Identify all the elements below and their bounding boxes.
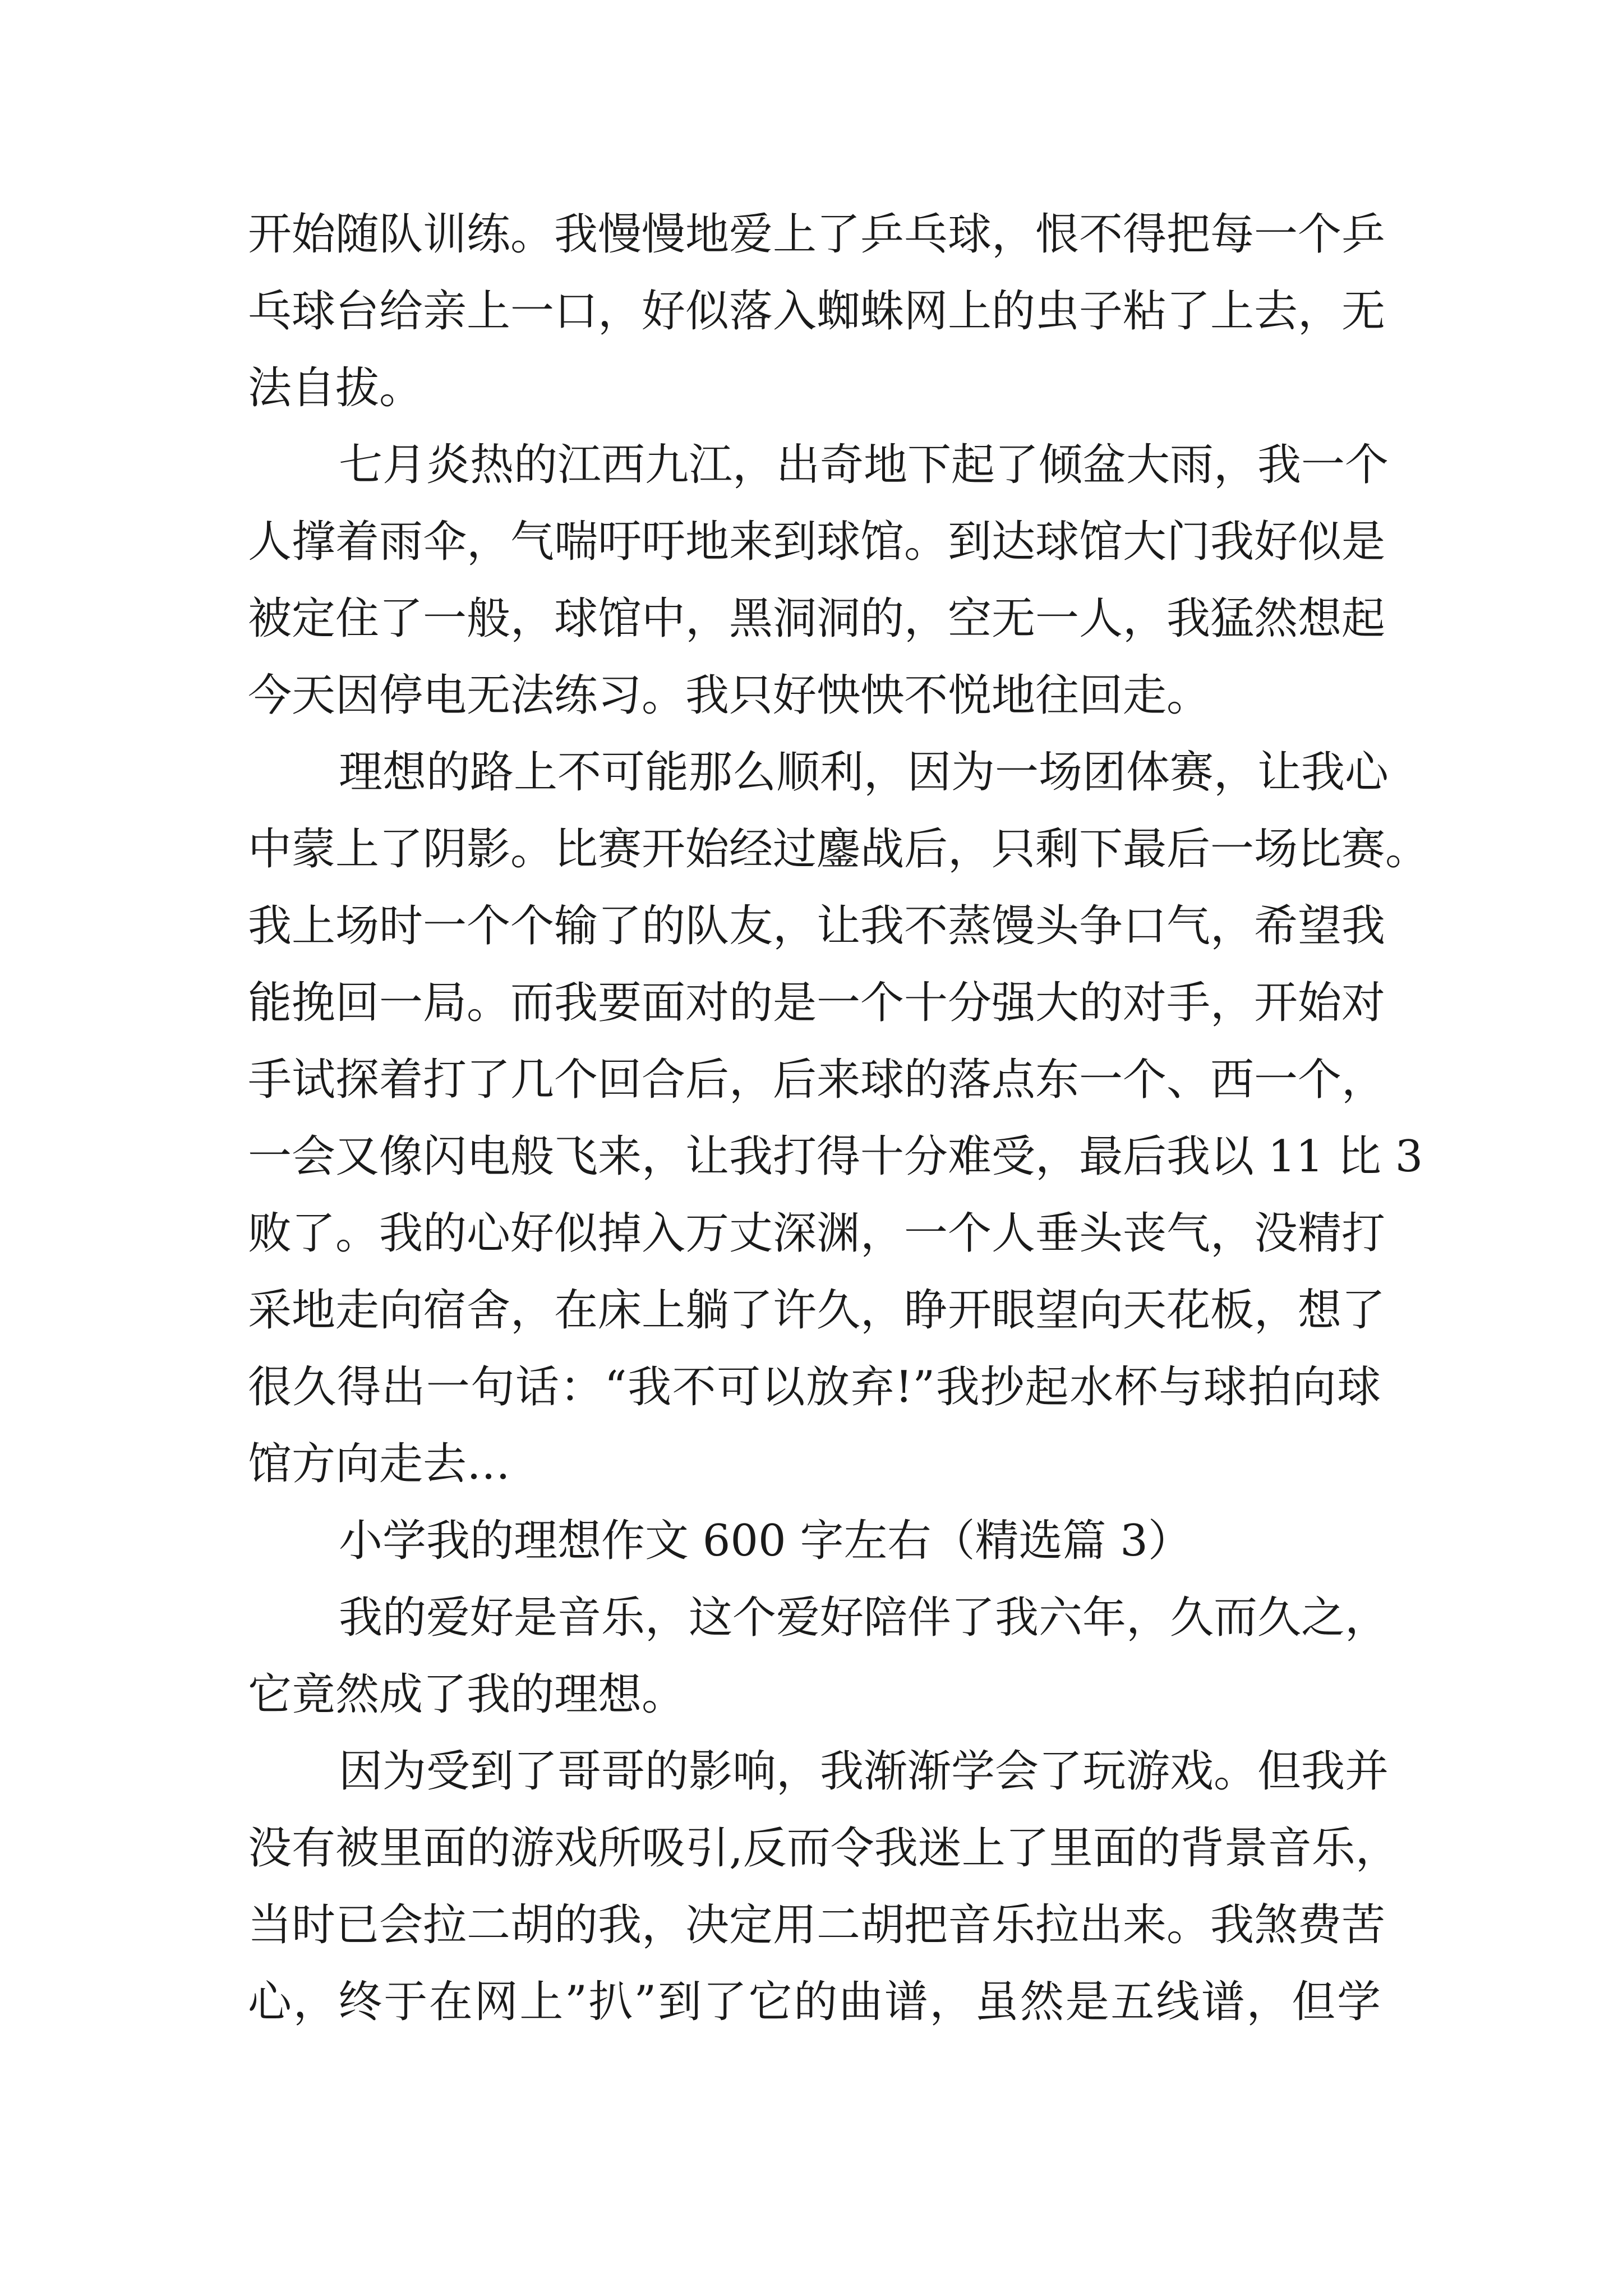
text-line: 因为受到了哥哥的影响，我渐渐学会了玩游戏。但我并 — [339, 1746, 1389, 1797]
text-line: 法自拔。 — [248, 363, 423, 413]
text-line: 我的爱好是音乐，这个爱好陪伴了我六年，久而久之， — [339, 1593, 1389, 1643]
text-line: 能挽回一局。而我要面对的是一个十分强大的对手，开始对 — [248, 978, 1386, 1028]
text-line: 人撑着雨伞，气喘吁吁地来到球馆。到达球馆大门我好似是 — [248, 517, 1386, 567]
text-line: 被定住了一般，球馆中，黑洞洞的，空无一人，我猛然想起 — [248, 593, 1386, 644]
text-line: 没有被里面的游戏所吸引,反而令我迷上了里面的背景音乐， — [248, 1823, 1399, 1874]
text-line: 手试探着打了几个回合后，后来球的落点东一个、西一个， — [248, 1055, 1386, 1105]
text-line: 今天因停电无法练习。我只好怏怏不悦地往回走。 — [248, 670, 1211, 721]
text-line: 开始随队训练。我慢慢地爱上了乒乓球，恨不得把每一个乒 — [248, 209, 1386, 260]
text-line: 采地走向宿舍，在床上躺了许久，睁开眼望向天花板，想了 — [248, 1285, 1386, 1336]
text-line: 败了。我的心好似掉入万丈深渊，一个人垂头丧气，没精打 — [248, 1208, 1386, 1259]
text-line: 七月炎热的江西九江，出奇地下起了倾盆大雨，我一个 — [339, 440, 1389, 490]
text-line: 当时已会拉二胡的我，决定用二胡把音乐拉出来。我煞费苦 — [248, 1900, 1386, 1950]
document-page — [248, 196, 1430, 2041]
text-line: 馆方向走去… — [248, 1439, 511, 1489]
text-line: 我上场时一个个输了的队友，让我不蒸馒头争口气，希望我 — [248, 901, 1386, 951]
text-line: 心，终于在网上”扒”到了它的曲谱，虽然是五线谱，但学 — [248, 1977, 1381, 2027]
text-line: 乓球台给亲上一口，好似落入蜘蛛网上的虫子粘了上去，无 — [248, 286, 1386, 337]
paragraph — [248, 1733, 1399, 2041]
paragraph — [248, 427, 1389, 734]
text-line: 理想的路上不可能那么顺利，因为一场团体赛，让我心 — [339, 747, 1389, 798]
text-line: 它竟然成了我的理想。 — [248, 1669, 686, 1720]
paragraph — [248, 196, 1386, 427]
paragraph — [248, 1580, 1389, 1733]
paragraph — [248, 734, 1430, 1503]
section-title: 小学我的理想作文 600 字左右（精选篇 3） — [339, 1516, 1192, 1566]
text-line: 一会又像闪电般飞来，让我打得十分难受，最后我以 11 比 3 — [248, 1131, 1423, 1182]
text-line: 很久得出一句话：“我不可以放弃!”我抄起水杯与球拍向球 — [248, 1362, 1381, 1412]
text-line: 中蒙上了阴影。比赛开始经过鏖战后，只剩下最后一场比赛。 — [248, 824, 1430, 875]
section-heading — [248, 1503, 1381, 1580]
